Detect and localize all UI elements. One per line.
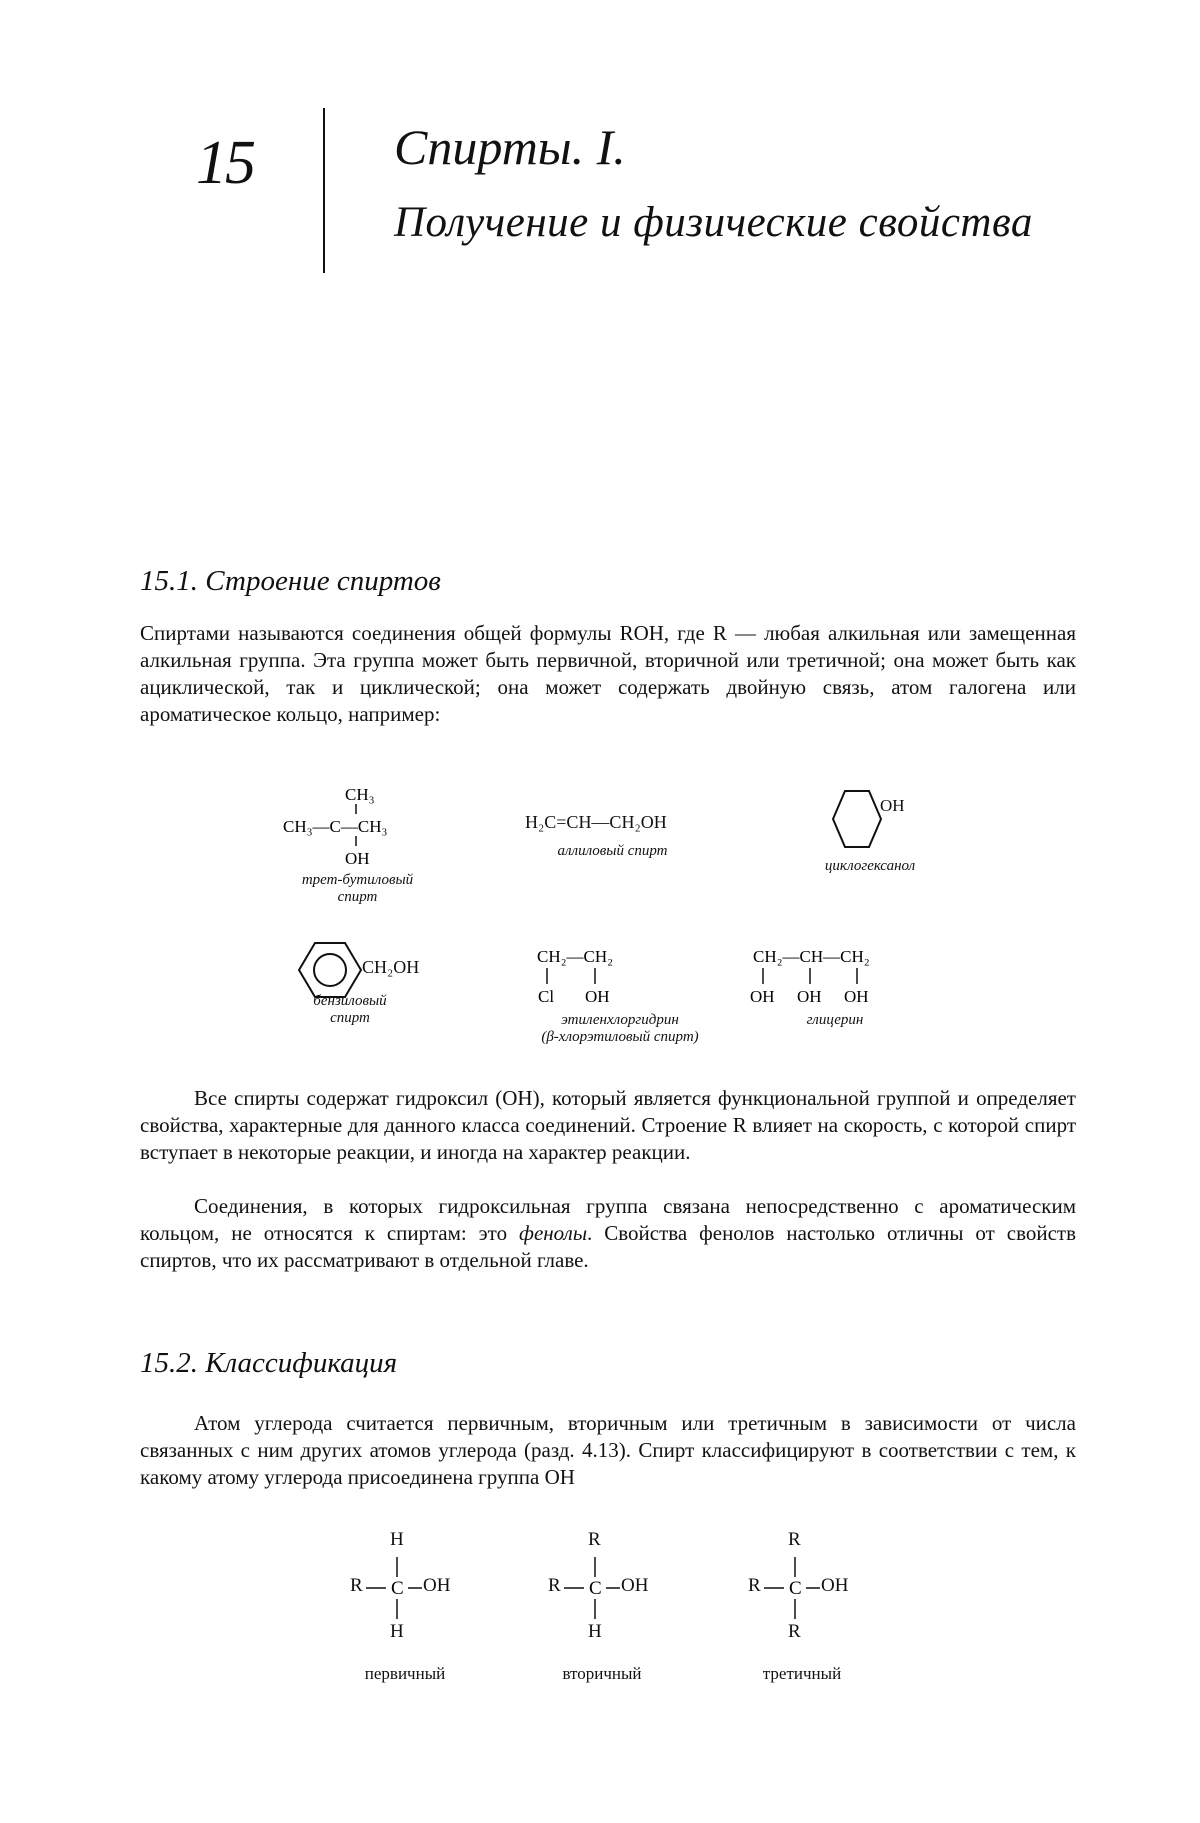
ethylene-chlorohydrin-structure	[525, 942, 655, 1022]
secondary-bottom: H	[588, 1621, 602, 1642]
ethylene-chlorohydrin-label: этиленхлоргидрин (β-хлорэтиловый спирт)	[541, 1012, 699, 1045]
svg-text:C: C	[589, 1578, 602, 1599]
glycerol-structure	[745, 942, 915, 1022]
section-heading-classification: 15.2. Классификация	[140, 1347, 398, 1379]
benzyl-group: CH₂OH	[362, 957, 420, 977]
allyl-label: аллиловый спирт	[557, 843, 668, 859]
primary-carbon-structure: C H R OH H	[350, 1525, 480, 1685]
tert-butyl-label: трет-бутиловый спирт	[301, 872, 414, 905]
phenols-text-before: Соединения, в которых гидроксильная группа связана непосредственно с ароматическим кольцом, не относятся к спиртам: это	[140, 1194, 1076, 1245]
primary-bonds	[350, 1525, 480, 1650]
secondary-label: вторичный	[562, 1664, 642, 1683]
svg-text:OH: OH	[797, 987, 822, 1006]
primary-label: первичный	[364, 1664, 446, 1683]
glycerol-label: глицерин	[806, 1012, 864, 1028]
paragraph-phenols	[140, 1193, 1076, 1274]
svg-text:C: C	[789, 1578, 802, 1599]
primary-left: R	[350, 1575, 363, 1596]
benzyl-label: бензиловый спирт	[313, 993, 387, 1026]
paragraph-classification: Атом углерода считается первичным, вторичным или третичным в зависимости от числа связанных с ним других атомов углерода (разд. 4.13). Спирт классифицируют в соответствии с тем, к какому атому углерода присоединена группа OH	[140, 1411, 1076, 1489]
cyclohexanol-label: циклогексанол	[824, 858, 916, 874]
secondary-top: R	[588, 1529, 601, 1550]
allyl-alcohol-formula: H₂C=CH—CH₂OH	[525, 812, 667, 832]
paragraph-definition: Спиртами называются соединения общей формулы ROH, где R — любая алкильная или замещенная алкильная группа. Эта группа может быть первичной, вторичной или третичной; она может быть как ациклической, так и циклической; она может содержать двойную связь, атом галогена или ароматическое кольцо, например:	[140, 621, 1076, 726]
phenols-text-after: . Свойства фенолов настолько отличны от свойств спиртов, что их рассматривают в отдельной главе.	[140, 1221, 1076, 1272]
svg-text:OH: OH	[844, 987, 869, 1006]
svg-text:CH₃—C—CH₃: CH₃—C—CH₃	[283, 817, 388, 836]
svg-text:OH: OH	[585, 987, 610, 1006]
chapter-number: 15	[196, 129, 254, 197]
svg-text:Cl: Cl	[538, 987, 555, 1006]
cyclohexane-ring-icon	[815, 785, 925, 860]
secondary-left: R	[548, 1575, 561, 1596]
tertiary-label: третичный	[762, 1664, 842, 1683]
svg-text:CH₂—CH—CH₂: CH₂—CH—CH₂	[753, 947, 870, 966]
cyclohexanol-oh: OH	[880, 796, 905, 815]
chapter-title-line2: Получение и физические свойства	[394, 199, 1033, 246]
phenols-term: фенолы	[519, 1221, 588, 1245]
paragraph-hydroxyl: Все спирты содержат гидроксил (OH), который является функциональной группой и определяет свойства, характерные для данного класса соединений. Строение R влияет на скорость, с которой спирт вступает в некоторые реакции, и иногда на характер реакции.	[140, 1086, 1076, 1164]
svg-text:CH₂—CH₂: CH₂—CH₂	[537, 947, 614, 966]
tertiary-left: R	[748, 1575, 761, 1596]
svg-text:CH₃: CH₃	[345, 785, 375, 804]
tertiary-top: R	[788, 1529, 801, 1550]
section-heading-structure: 15.1. Строение спиртов	[140, 565, 441, 597]
secondary-bonds	[548, 1525, 678, 1650]
svg-text:OH: OH	[345, 849, 370, 868]
tertiary-bonds	[748, 1525, 878, 1650]
primary-bottom: H	[390, 1621, 404, 1642]
primary-top: H	[390, 1529, 404, 1550]
chapter-divider	[323, 108, 325, 273]
tertiary-bottom: R	[788, 1621, 801, 1642]
svg-text:OH: OH	[750, 987, 775, 1006]
tertiary-carbon-structure: C R R OH R	[748, 1525, 878, 1685]
secondary-carbon-structure: C R R OH H	[548, 1525, 678, 1685]
svg-text:C: C	[391, 1578, 404, 1599]
chapter-title-line1: Спирты. I.	[394, 119, 626, 175]
